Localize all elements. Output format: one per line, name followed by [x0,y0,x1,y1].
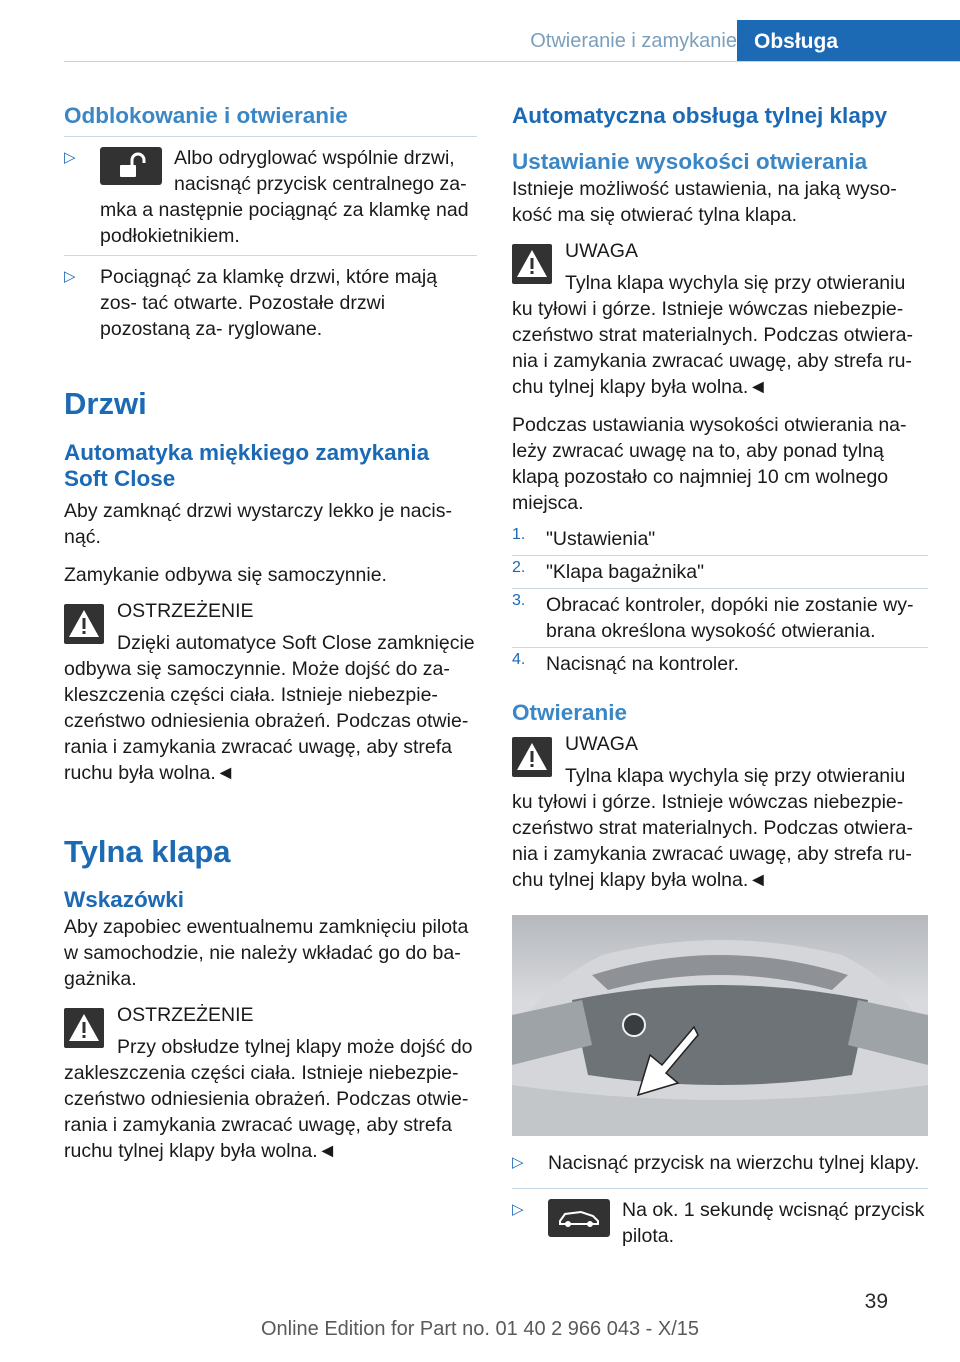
caution-text-line1: Tylna klapa wychyla się przy otwieraniu [565,765,906,787]
warning-triangle-icon [64,1008,104,1048]
list-item [512,592,928,644]
heading-auto-tailgate: Automatyczna obsługa tylnej klapy [512,103,888,128]
step-number: 2. [512,559,526,576]
caution-block [512,238,928,400]
caution-text-line1: Tylna klapa wychyla się przy otwieraniu [565,272,906,294]
step-number: 3. [512,592,526,609]
notes-paragraph: Aby zapobiec ewentualnemu zamknięciu pilota w samochodzie, nie należy wkładać go do ba- gażnika. [64,916,469,990]
warning-text: zakleszczenia części ciała. Istnieje niebezpie- czeństwo odniesienia obrażeń. Podczas otwie- rania i zamykania zwracać uwagę, aby strefa ruchu tylnej klapy była wolna.◄ [64,1062,469,1162]
warning-triangle-icon [64,604,104,644]
list-item [512,1197,928,1249]
caution-text: ku tyłowi i górze. Istnieje wówczas niebezpie- czeństwo strat materialnych. Podczas otwiera- nia i zamykania zwracać uwagę, aby strefa ru- chu tylnej klapy była wolna.◄ [512,298,913,398]
warning-triangle-icon [512,737,552,777]
page-number: 39 [864,1290,888,1313]
list-item [512,559,928,585]
list-item [64,264,477,342]
warning-text-line1: Przy obsłudze tylnej klapy może dojść do [117,1036,473,1058]
list-item [64,145,477,249]
step-number: 1. [512,526,526,543]
bullet-text-line2: pilota. [622,1225,675,1247]
right-column [512,102,928,1249]
separator [512,555,928,556]
softclose-paragraph: Aby zamknąć drzwi wystarczy lekko je nacis- nąć. [64,500,452,548]
triangle-bullet-icon: ▷ [64,268,76,285]
warning-block [64,598,477,786]
softclose-paragraph-2: Zamykanie odbywa się samoczynnie. [64,564,387,586]
list-item [512,651,928,677]
warning-title: OSTRZEŻENIE [117,1004,254,1026]
step-text: Nacisnąć na kontroler. [546,653,739,675]
warning-text: odbywa się samoczynnie. Może dojść do za- kleszczenia części ciała. Istnieje niebezpie- czeństwo odniesienia obrażeń. Podczas otwie- rania i zamykania zwracać uwagę, aby strefa ruchu była wolna.◄ [64,658,469,784]
heading-opening-height: Ustawianie wysokości otwierania [512,149,868,174]
step-text: Obracać kontroler, dopóki nie zostanie wy- brana określona wysokość otwierania. [546,594,914,642]
heading-notes: Wskazówki [64,887,185,912]
step-text: "Ustawienia" [546,528,656,550]
unlock-padlock-icon [100,147,162,185]
bullet-text: Nacisnąć przycisk na wierzchu tylnej klapy. [548,1152,920,1174]
running-header-section: Otwieranie i zamykanie [530,30,737,52]
car-rear-illustration [512,915,928,1136]
running-header-tab: Obsługa [737,20,960,62]
triangle-bullet-icon: ▷ [64,149,76,166]
step-number: 4. [512,651,526,668]
heading-soft-close: Automatyka miękkiego zamykania Soft Close [64,440,430,491]
tailgate-illustration [512,915,928,1136]
header-rule [64,61,960,62]
heading-tailgate: Tylna klapa [64,834,231,869]
triangle-bullet-icon: ▷ [512,1154,524,1171]
caution-block [512,731,928,893]
bullet-text-line1: Na ok. 1 sekundę wcisnąć przycisk [622,1199,925,1221]
warning-triangle-icon [512,244,552,284]
bullet-text-rest: mka a następnie pociągnąć za klamkę nad podłokietnikiem. [100,199,469,247]
caution-title: UWAGA [565,733,638,755]
bullet-text-line1: Albo odryglować wspólnie drzwi, [174,147,455,169]
height-paragraph-2: Podczas ustawiania wysokości otwierania na- leży zwracać uwagę na to, aby ponad tylną klapą pozostało co najmniej 10 cm wolnego miejsca. [512,414,907,514]
steps-list [512,526,928,677]
separator [512,588,928,589]
warning-block [64,1002,477,1164]
car-tailgate-icon [548,1199,610,1237]
separator [64,136,477,137]
caution-title: UWAGA [565,240,638,262]
separator [512,1188,928,1189]
heading-unlock-open: Odblokowanie i otwieranie [64,103,348,128]
bullet-text-line2: nacisnąć przycisk centralnego za- [174,173,467,195]
separator [512,647,928,648]
heading-doors: Drzwi [64,386,147,421]
separator [64,255,477,256]
step-text: "Klapa bagażnika" [546,561,705,583]
warning-title: OSTRZEŻENIE [117,600,254,622]
height-paragraph: Istnieje możliwość ustawienia, na jaką wyso- kość ma się otwierać tylna klapa. [512,178,897,226]
list-item [512,526,928,552]
bullet-text: Pociągnąć za klamkę drzwi, które mają zos- tać otwarte. Pozostałe drzwi pozostaną za- ryglowane. [100,266,438,340]
heading-opening: Otwieranie [512,700,628,725]
warning-text-line1: Dzięki automatyce Soft Close zamknięcie [117,632,475,654]
edition-footer: Online Edition for Part no. 01 40 2 966 043 - X/15 [260,1318,700,1340]
left-column [64,102,477,1164]
caution-text: ku tyłowi i górze. Istnieje wówczas niebezpie- czeństwo strat materialnych. Podczas otwiera- nia i zamykania zwracać uwagę, aby strefa ru- chu tylnej klapy była wolna.◄ [512,791,913,891]
triangle-bullet-icon: ▷ [512,1201,524,1218]
list-item [512,1150,928,1176]
